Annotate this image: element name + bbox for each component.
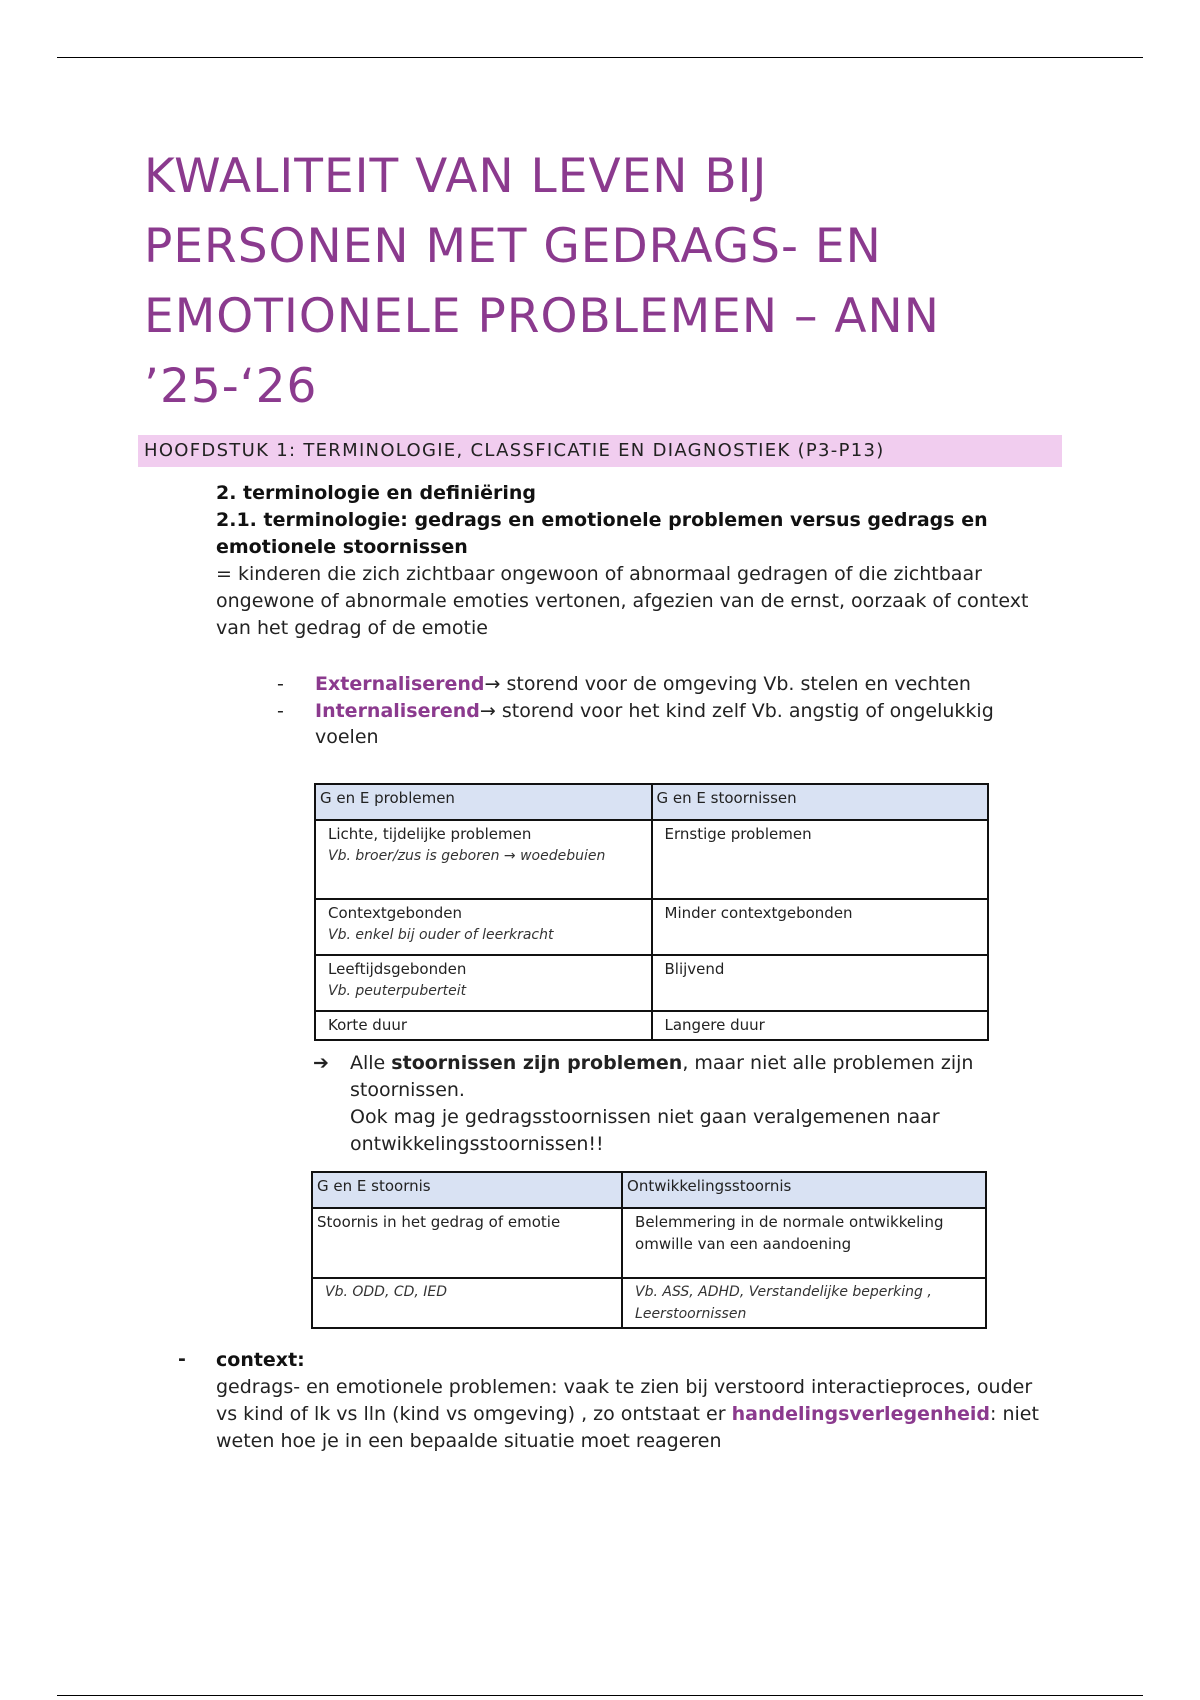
chapter-heading: HOOFDSTUK 1: TERMINOLOGIE, CLASSFICATIE EN DIAGNOSTIEK (P3-P13)	[138, 435, 1062, 467]
bullet-text: storend voor de omgeving Vb. stelen en vechten	[500, 673, 971, 695]
note-block: ➔ Alle stoornissen zijn problemen, maar niet alle problemen zijn stoornissen. Ook mag je gedragsstoornissen niet gaan veralgemenen naar ontwikkelingsstoornissen!!	[313, 1050, 1043, 1158]
table-cell: Lichte, tijdelijke problemen Vb. broer/zus is geboren → woedebuien	[315, 820, 652, 899]
table-cell: Langere duur	[652, 1011, 989, 1040]
bullet-term: Internaliserend	[315, 700, 480, 722]
context-text: gedrags- en emotionele problemen: vaak te zien bij verstoord interactieproces, ouder vs kind of lk vs lln (kind vs omgeving) , zo ontstaat er handelingsverlegenheid: niet weten hoe je in een bepaalde situatie moet reageren	[216, 1376, 1039, 1452]
problems-vs-disorders-table	[314, 783, 989, 1041]
list-item: - Internaliserend→ storend voor het kind zelf Vb. angstig of ongelukkig voelen	[277, 700, 994, 748]
bullet-text: storend voor het kind zelf Vb. angstig of ongelukkig voelen	[315, 700, 994, 748]
table-row	[312, 1278, 986, 1328]
section-heading-2: 2.1. terminologie: gedrags en emotionele problemen versus gedrags en emotionele stoornissen	[216, 509, 988, 558]
title-line: EMOTIONELE PROBLEMEN – ANN	[144, 289, 940, 344]
arrow-right-icon: ➔	[313, 1052, 329, 1074]
context-block	[216, 1347, 1046, 1455]
note-emphasis: stoornissen zijn problemen	[391, 1052, 683, 1074]
list-item: - Externaliserend→ storend voor de omgeving Vb. stelen en vechten	[277, 673, 971, 695]
context-label: context:	[216, 1349, 305, 1371]
title-line: ’25-‘26	[144, 359, 318, 414]
bullet-term: Externaliserend	[315, 673, 485, 695]
table-row	[315, 820, 988, 899]
disorders-vs-development-table	[311, 1171, 987, 1329]
table-header-cell: G en E stoornissen	[652, 784, 989, 820]
arrow-glyph: →	[479, 700, 496, 722]
top-rule	[57, 57, 1143, 58]
table-header-row	[315, 784, 988, 820]
arrow-glyph: →	[484, 673, 501, 695]
table-row	[315, 955, 988, 1011]
table-cell: Leeftijdsgebonden Vb. peuterpuberteit	[315, 955, 652, 1011]
title-line: PERSONEN MET GEDRAGS- EN	[144, 219, 882, 274]
table-cell: Minder contextgebonden	[652, 899, 989, 955]
table-cell: Vb. ODD, CD, IED	[312, 1278, 622, 1328]
table-header-cell: G en E problemen	[315, 784, 652, 820]
table-header-cell: G en E stoornis	[312, 1172, 622, 1208]
table-header-cell: Ontwikkelingsstoornis	[622, 1172, 986, 1208]
context-term: handelingsverlegenheid	[731, 1403, 990, 1425]
note-line-2: Ook mag je gedragsstoornissen niet gaan veralgemenen naar ontwikkelingsstoornissen!!	[350, 1106, 940, 1155]
table-header-row	[312, 1172, 986, 1208]
table-cell: Korte duur	[315, 1011, 652, 1040]
table-cell: Stoornis in het gedrag of emotie	[312, 1208, 622, 1278]
bottom-rule	[57, 1695, 1143, 1696]
context-bullet: -	[178, 1348, 186, 1370]
table-cell: Blijvend	[652, 955, 989, 1011]
bullet-list	[277, 671, 1047, 751]
table-cell: Vb. ASS, ADHD, Verstandelijke beperking , Leerstoornissen	[622, 1278, 986, 1328]
document-title	[144, 142, 1084, 422]
title-line: KWALITEIT VAN LEVEN BIJ	[144, 149, 768, 204]
table-row	[315, 1011, 988, 1040]
section-intro	[216, 480, 1046, 642]
table-row	[315, 899, 988, 955]
section-heading-1: 2. terminologie en definiëring	[216, 482, 536, 504]
table-row	[312, 1208, 986, 1278]
table-cell: Ernstige problemen	[652, 820, 989, 899]
definition-text: = kinderen die zich zichtbaar ongewoon of abnormaal gedragen of die zichtbaar ongewone of abnormale emoties vertonen, afgezien van de ernst, oorzaak of context van het gedrag of de emotie	[216, 563, 1029, 639]
table-cell: Belemmering in de normale ontwikkeling omwille van een aandoening	[622, 1208, 986, 1278]
table-cell: Contextgebonden Vb. enkel bij ouder of leerkracht	[315, 899, 652, 955]
